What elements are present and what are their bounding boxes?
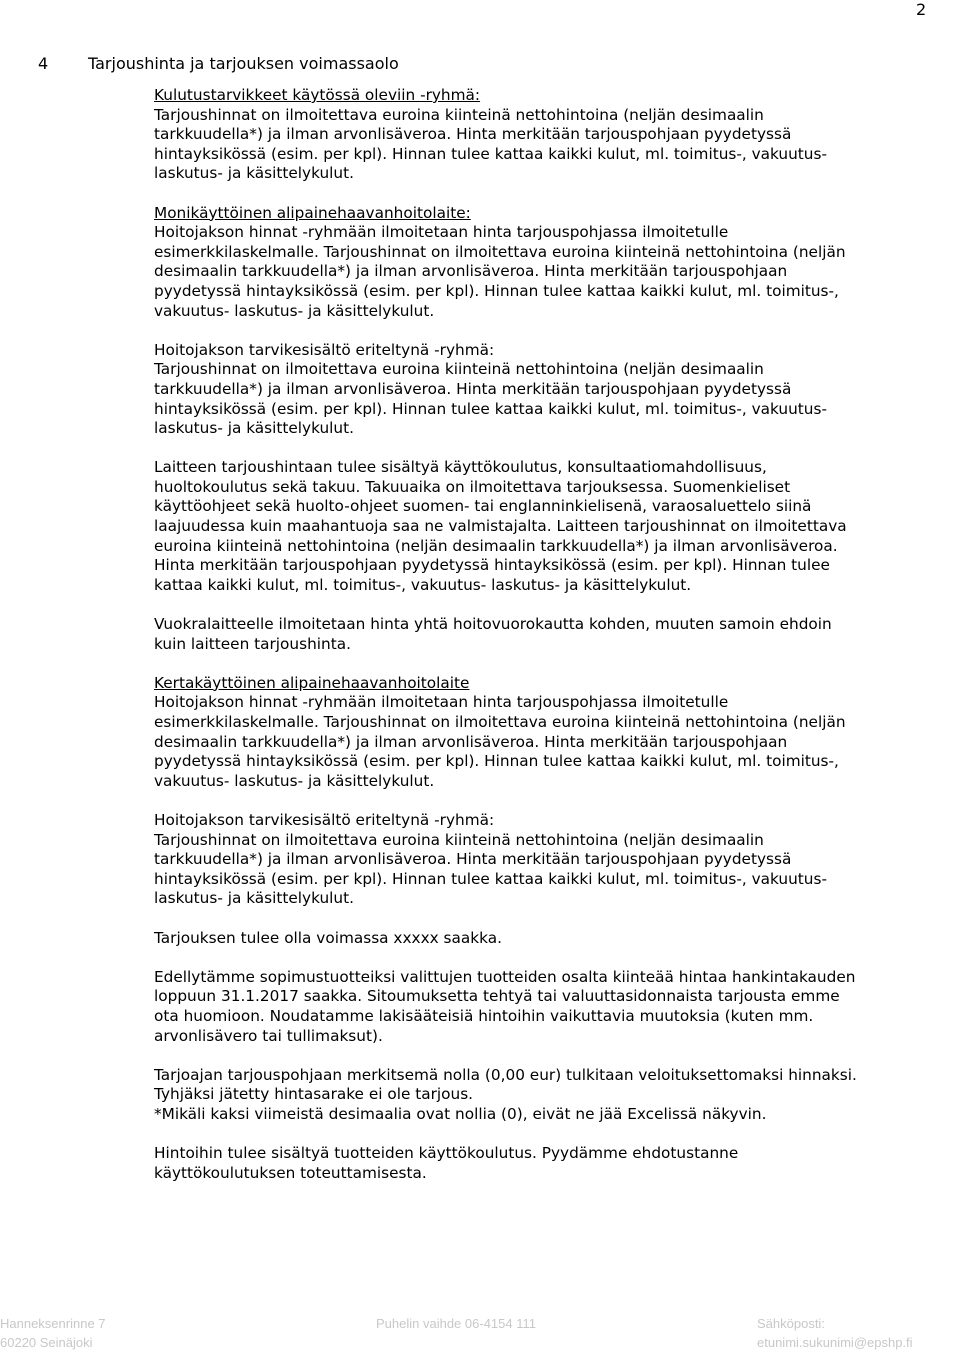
- text-line: Laitteen tarjoushintaan tulee sisältyä käyttökoulutus, konsultaatiomahdollisuus,: [154, 458, 767, 477]
- text-line: esimerkkilaskelmalle. Tarjoushinnat on ilmoitettava euroina kiinteinä nettohintoina (neljän: [154, 242, 846, 261]
- text-line: Tarjouksen tulee olla voimassa xxxxx saakka.: [154, 928, 502, 947]
- paragraph-vuokralaite: [154, 615, 954, 654]
- footer-phone-text: Puhelin vaihde 06-4154 111: [376, 1316, 536, 1331]
- text-line: tarkkuudella*) ja ilman arvonlisäveroa. Hinta merkitään tarjouspohjaan pyydetyssä: [154, 850, 792, 869]
- text-line: laskutus- ja käsittelykulut.: [154, 419, 354, 438]
- footer-phone: [376, 1314, 536, 1333]
- text-line: kuin laitteen tarjoushinta.: [154, 634, 351, 653]
- section-number: 4: [38, 54, 49, 73]
- text-line: ota huomioon. Noudatamme lakisääteisiä hintoihin vaikuttavia muutoksia (kuten mm.: [154, 1006, 814, 1025]
- text-line: Tarjoajan tarjouspohjaan merkitsemä nolla (0,00 eur) tulkitaan veloituksettomaksi hinnaksi.: [154, 1065, 857, 1084]
- text-line: hintayksikössä (esim. per kpl). Hinnan tulee kattaa kaikki kulut, ml. toimitus-, vakuutus-: [154, 869, 827, 888]
- paragraph-kertakayttoinen: [154, 674, 954, 792]
- subheading-tarvikesisalto: Hoitojakson tarvikesisältö eriteltynä -ryhmä:: [154, 340, 495, 359]
- text-line: Tyhjäksi jätetty hintasarake ei ole tarjous.: [154, 1085, 474, 1104]
- text-line: desimaalin tarkkuudella*) ja ilman arvonlisäveroa. Hinta merkitään tarjouspohjaan: [154, 732, 788, 751]
- paragraph-kayttokoulutus: [154, 1144, 954, 1183]
- page-footer: [0, 1314, 960, 1352]
- section-heading: [38, 54, 399, 73]
- footer-email-address[interactable]: etunimi.sukunimi@epshp.fi: [757, 1335, 913, 1350]
- text-line: pyydetyssä hintayksikössä (esim. per kpl). Hinnan tulee kattaa kaikki kulut, ml. toimitus-,: [154, 281, 839, 300]
- text-line: tarkkuudella*) ja ilman arvonlisäveroa. Hinta merkitään tarjouspohjaan pyydetyssä: [154, 379, 792, 398]
- text-line: kattaa kaikki kulut, ml. toimitus-, vakuutus- laskutus- ja käsittelykulut.: [154, 575, 692, 594]
- text-line: laajuudessa kuin maahantuoja saa ne valmistajalta. Laitteen tarjoushinnat on ilmoitettava: [154, 517, 847, 536]
- text-line: loppuun 31.1.2017 saakka. Sitoumuksetta tehtyä tai valuuttasidonnaista tarjousta emme: [154, 987, 840, 1006]
- text-line: arvonlisävero tai tullimaksut).: [154, 1026, 383, 1045]
- text-line: hintayksikössä (esim. per kpl). Hinnan tulee kattaa kaikki kulut, ml. toimitus-, vakuutus-: [154, 399, 827, 418]
- text-line: tarkkuudella*) ja ilman arvonlisäveroa. Hinta merkitään tarjouspohjaan pyydetyssä: [154, 125, 792, 144]
- paragraph-tarvikesisalto-2: [154, 811, 954, 909]
- text-line: esimerkkilaskelmalle. Tarjoushinnat on ilmoitettava euroina kiinteinä nettohintoina (neljän: [154, 713, 846, 731]
- subheading-kulutustarvikkeet: Kulutustarvikkeet käytössä oleviin -ryhmä:: [154, 86, 481, 104]
- text-line: huoltokoulutus sekä takuu. Takuuaika on ilmoitettava tarjouksessa. Suomenkieliset: [154, 477, 791, 496]
- text-line: Vuokralaitteelle ilmoitetaan hinta yhtä hoitovuorokautta kohden, muuten samoin ehdoin: [154, 615, 832, 634]
- text-line: Hoitojakson hinnat -ryhmään ilmoitetaan hinta tarjouspohjassa ilmoitetulle: [154, 693, 729, 712]
- footer-city: 60220 Seinäjoki: [0, 1335, 93, 1350]
- paragraph-nolla-hinta: [154, 1066, 954, 1125]
- text-line: pyydetyssä hintayksikössä (esim. per kpl). Hinnan tulee kattaa kaikki kulut, ml. toimitus-,: [154, 752, 839, 771]
- text-line: laskutus- ja käsittelykulut.: [154, 164, 354, 183]
- text-line: Tarjoushinnat on ilmoitettava euroina kiinteinä nettohintoina (neljän desimaalin: [154, 360, 764, 379]
- page-number: 2: [916, 0, 927, 19]
- text-line: hintayksikössä (esim. per kpl). Hinnan tulee kattaa kaikki kulut, ml. toimitus-, vakuutus-: [154, 144, 827, 163]
- section-title: Tarjoushinta ja tarjouksen voimassaolo: [88, 54, 399, 73]
- text-line: käyttökoulutuksen toteuttamisesta.: [154, 1163, 427, 1182]
- text-line: vakuutus- laskutus- ja käsittelykulut.: [154, 301, 435, 320]
- subheading-monikayttoinen: Monikäyttöinen alipainehaavanhoitolaite:: [154, 203, 471, 222]
- footnote-line: *Mikäli kaksi viimeistä desimaalia ovat nollia (0), eivät ne jää Excelissä näkyvin.: [154, 1104, 767, 1123]
- footer-address: [0, 1314, 106, 1352]
- subheading-kertakayttoinen: Kertakäyttöinen alipainehaavanhoitolaite: [154, 673, 470, 692]
- paragraph-laitteen-tarjoushinta: [154, 458, 954, 595]
- text-line: Edellytämme sopimustuotteiksi valittujen tuotteiden osalta kiinteää hintaa hankintakauden: [154, 967, 856, 986]
- subheading-tarvikesisalto: Hoitojakson tarvikesisältö eriteltynä -ryhmä:: [154, 810, 495, 829]
- text-line: Hoitojakson hinnat -ryhmään ilmoitetaan hinta tarjouspohjassa ilmoitetulle: [154, 223, 729, 242]
- paragraph-kulutustarvikkeet: [154, 86, 954, 184]
- footer-email-label: Sähköposti:: [757, 1316, 825, 1331]
- paragraph-sopimustuotteet: [154, 968, 954, 1046]
- text-line: Tarjoushinnat on ilmoitettava euroina kiinteinä nettohintoina (neljän desimaalin: [154, 830, 764, 849]
- text-line: desimaalin tarkkuudella*) ja ilman arvonlisäveroa. Hinta merkitään tarjouspohjaan: [154, 262, 788, 281]
- text-line: Hintoihin tulee sisältyä tuotteiden käyttökoulutus. Pyydämme ehdotustanne: [154, 1144, 739, 1163]
- footer-email: [757, 1314, 913, 1352]
- text-line: vakuutus- laskutus- ja käsittelykulut.: [154, 771, 435, 790]
- text-line: euroina kiinteinä nettohintoina (neljän desimaalin tarkkuudella*) ja ilman arvonlisäveroa.: [154, 536, 838, 555]
- footer-street: Hanneksenrinne 7: [0, 1316, 106, 1331]
- paragraph-voimassaolo: [154, 929, 954, 949]
- paragraph-tarvikesisalto-1: [154, 341, 954, 439]
- text-line: käyttöohjeet sekä huolto-ohjeet suomen- tai englanninkielisenä, varaosaluettelo siinä: [154, 497, 812, 516]
- paragraph-monikayttoinen: [154, 204, 954, 322]
- text-line: Tarjoushinnat on ilmoitettava euroina kiinteinä nettohintoina (neljän desimaalin: [154, 105, 764, 124]
- text-line: laskutus- ja käsittelykulut.: [154, 889, 354, 908]
- document-body: [154, 86, 954, 1203]
- text-line: Hinta merkitään tarjouspohjaan pyydetyssä hintayksikössä (esim. per kpl). Hinnan tulee: [154, 556, 830, 575]
